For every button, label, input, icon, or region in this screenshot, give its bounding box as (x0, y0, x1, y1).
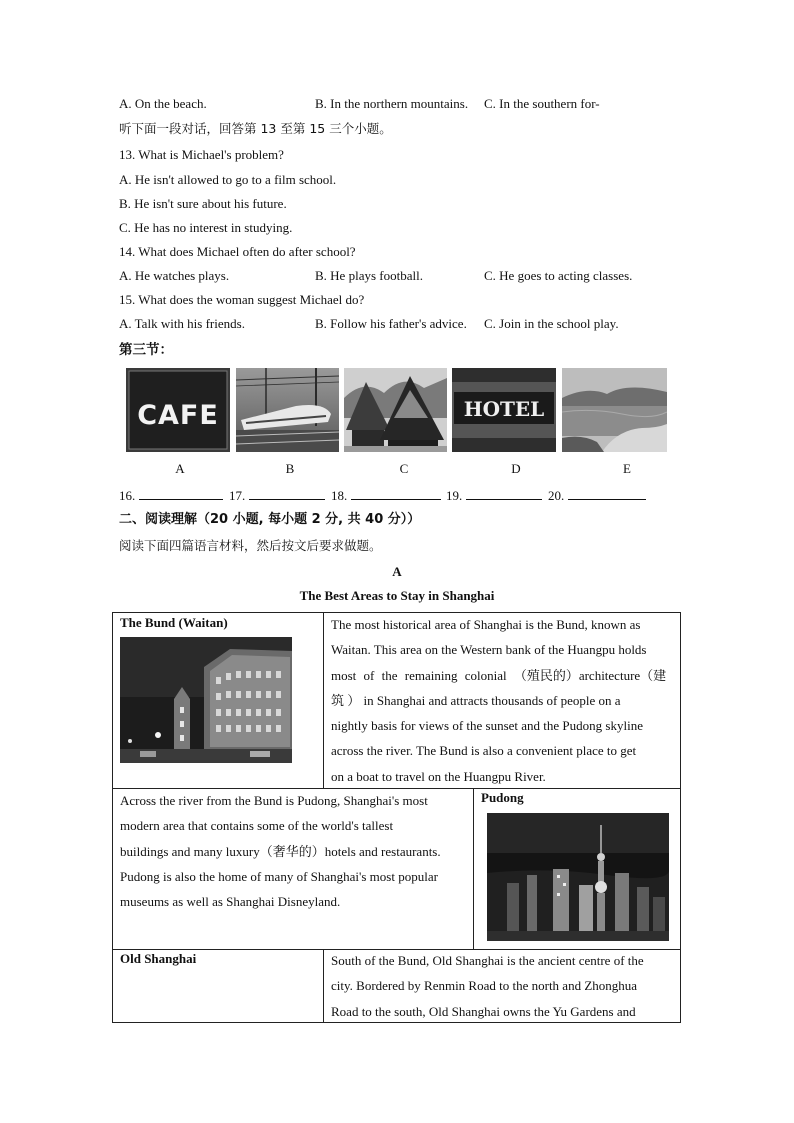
passage-title: The Best Areas to Stay in Shanghai (299, 588, 495, 603)
q14-option-a: A. He watches plays. (119, 268, 230, 283)
thatched-houses-icon (344, 368, 447, 452)
old-shanghai-heading: Old Shanghai (120, 951, 197, 966)
hotel-sign-icon (452, 368, 556, 452)
q13-option-c: C. He has no interest in studying. (119, 220, 293, 235)
picture-e (562, 368, 667, 452)
reading-part-title: 二、阅读理解（20 小题, 每小题 2 分, 共 40 分）） (119, 512, 421, 527)
q12-option-c: C. In the southern for- (484, 96, 600, 111)
picture-a (126, 368, 230, 452)
old-shanghai-line: South of the Bund, Old Shanghai is the ancient centre of the (331, 953, 644, 968)
picture-c (344, 368, 447, 452)
bund-heading-cell (112, 612, 324, 789)
pudong-paragraph (120, 788, 468, 914)
bund-line: 筑 ） in Shanghai and attracts thousands of people on a (331, 692, 621, 708)
old-shanghai-heading-cell (112, 949, 324, 1023)
section3-title: 第三节： (119, 342, 173, 358)
bund-line: on a boat to travel on the Huangpu River. (331, 768, 546, 784)
pudong-skyline-photo-icon (487, 813, 669, 941)
pudong-text-cell (112, 788, 474, 950)
q15-option-c: C. Join in the school play. (484, 316, 619, 331)
blank-number: 18. (331, 488, 348, 503)
q14-option-b: B. He plays football. (315, 268, 423, 283)
picture-b (236, 368, 339, 452)
reading-instruction: 阅读下面四篇语言材料，然后按文后要求做题。 (119, 538, 382, 553)
picture-label-c: C (399, 461, 409, 476)
cafe-sign-text: CAFE (137, 400, 219, 431)
bund-heading: The Bund (Waitan) (120, 615, 228, 630)
passage-letter: A (392, 564, 402, 579)
q12-option-a: A. On the beach. (119, 96, 207, 111)
q14-stem: 14. What does Michael often do after school? (119, 244, 356, 259)
pudong-line: buildings and many luxury（奢华的）hotels and restaurants. (120, 843, 441, 859)
answer-blank-18[interactable] (331, 486, 441, 504)
instruction-13-15: 听下面一段对话，回答第 13 至第 15 三个小题。 (119, 121, 392, 136)
pudong-photo (487, 813, 669, 941)
blank-number: 19. (446, 488, 463, 503)
q13-option-b: B. He isn't sure about his future. (119, 196, 287, 211)
q15-option-a: A. Talk with his friends. (119, 316, 245, 331)
bund-text-cell (323, 612, 681, 789)
pudong-line: museums as well as Shanghai Disneyland. (120, 894, 341, 910)
hotel-sign-text: HOTEL (463, 397, 545, 421)
answer-blank-17[interactable] (229, 486, 325, 504)
pudong-line: Across the river from the Bund is Pudong, Shanghai's most (120, 793, 428, 808)
old-shanghai-text-cell (323, 949, 681, 1023)
bund-line: nightly basis for views of the sunset and the Pudong skyline (331, 718, 643, 734)
lake-mountain-icon (562, 368, 667, 452)
old-shanghai-line: Road to the south, Old Shanghai owns the Yu Gardens and (331, 1003, 636, 1019)
high-speed-train-icon (236, 368, 339, 452)
picture-label-d: D (511, 461, 521, 476)
old-shanghai-line: city. Bordered by Renmin Road to the north and Zhonghua (331, 978, 638, 994)
answer-blank-16[interactable] (119, 486, 223, 504)
bund-photo (120, 637, 292, 763)
pudong-heading: Pudong (481, 790, 524, 805)
blank-number: 16. (119, 488, 136, 503)
cafe-sign-icon (126, 368, 230, 452)
q15-option-b: B. Follow his father's advice. (315, 316, 467, 331)
picture-d (452, 368, 556, 452)
picture-label-e: E (623, 461, 631, 476)
bund-line: The most historical area of Shanghai is the Bund, known as (331, 617, 641, 632)
q12-option-b: B. In the northern mountains. (315, 96, 469, 111)
pudong-line: modern area that contains some of the world's tallest (120, 818, 394, 834)
pudong-heading-cell (473, 788, 681, 950)
bund-paragraph (331, 612, 675, 789)
answer-blank-19[interactable] (446, 486, 542, 504)
bund-night-photo-icon (120, 637, 292, 763)
q13-stem: 13. What is Michael's problem? (119, 147, 284, 162)
picture-label-a: A (175, 461, 185, 476)
pudong-line: Pudong is also the home of many of Shanghai's most popular (120, 868, 438, 884)
answer-blank-20[interactable] (548, 486, 646, 504)
bund-line: Waitan. This area on the Western bank of the Huangpu holds (331, 642, 647, 658)
bund-line: most of the remaining colonial （殖民的）architecture（建 (331, 667, 667, 683)
picture-label-b: B (285, 461, 295, 476)
q13-option-a: A. He isn't allowed to go to a film school. (119, 172, 337, 187)
blank-number: 20. (548, 488, 565, 503)
blank-number: 17. (229, 488, 246, 503)
q14-option-c: C. He goes to acting classes. (484, 268, 633, 283)
q15-stem: 15. What does the woman suggest Michael do? (119, 292, 365, 307)
bund-line: across the river. The Bund is also a convenient place to get (331, 743, 637, 759)
old-shanghai-paragraph (331, 948, 675, 1024)
